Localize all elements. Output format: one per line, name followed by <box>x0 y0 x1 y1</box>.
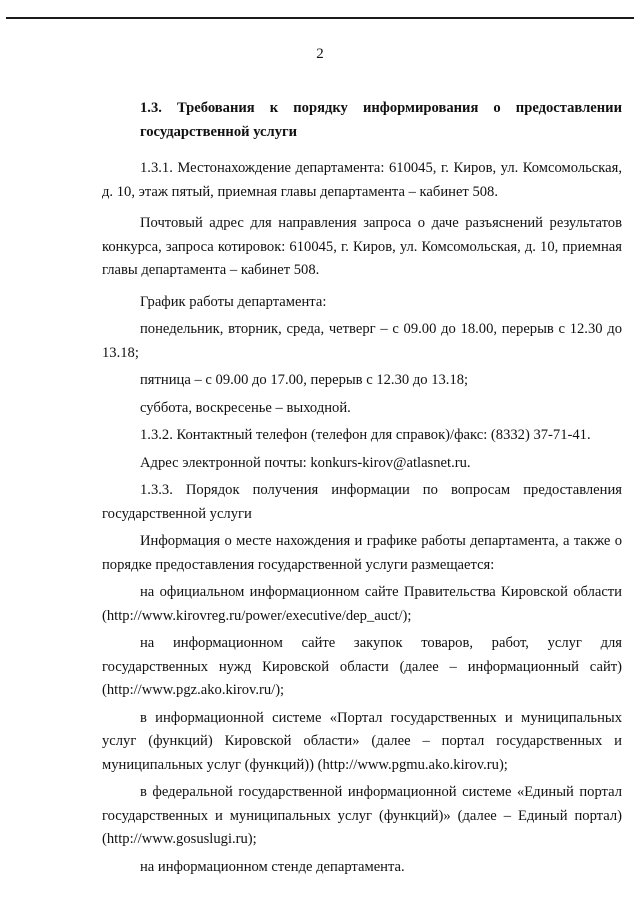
paragraph-location: 1.3.1. Местонахождение департамента: 610045, г. Киров, ул. Комсомольская, д. 10, этаж пятый, приемная главы департамента – кабинет 508. <box>102 160 622 200</box>
paragraph-schedule-title: График работы департамента: <box>140 293 327 310</box>
paragraph-schedule-mon-thu: понедельник, вторник, среда, четверг – с 09.00 до 18.00, перерыв с 12.30 до 13.18; <box>102 321 622 361</box>
top-rule <box>6 17 634 19</box>
paragraph-schedule-weekend: суббота, воскресенье – выходной. <box>140 399 351 416</box>
page-number: 2 <box>316 46 324 62</box>
paragraph-official-site: на официальном информационном сайте Правительства Кировской области (http://www.kirovreg.ru/power/executive/dep_auct/); <box>102 584 622 624</box>
paragraph-federal-portal: в федеральной государственной информационной системе «Единый портал государственных и муниципальных услуг (функций)» (далее – Единый портал) (http://www.gosuslugi.ru); <box>102 784 622 847</box>
section-heading: 1.3. Требования к порядку информирования о предоставлении государственной услуги <box>140 100 622 140</box>
paragraph-email: Адрес электронной почты: konkurs-kirov@atlasnet.ru. <box>140 454 471 471</box>
paragraph-info-placement: Информация о месте нахождения и графике работы департамента, а также о порядке предоставления государственной услуги размещается: <box>102 533 622 573</box>
paragraph-info-procedure: 1.3.3. Порядок получения информации по вопросам предоставления государственной услуги <box>102 482 622 522</box>
paragraph-info-stand: на информационном стенде департамента. <box>140 858 405 875</box>
paragraph-procurement-site: на информационном сайте закупок товаров, работ, услуг для государственных нужд Кировской области (далее – информационный сайт) (http://www.pgz.ako.kirov.ru/); <box>102 635 622 698</box>
paragraph-postal-address: Почтовый адрес для направления запроса о даче разъяснений результатов конкурса, запроса котировок: 610045, г. Киров, ул. Комсомольская, д. 10, приемная главы департамента – кабинет 508. <box>102 215 622 278</box>
paragraph-regional-portal: в информационной системе «Портал государственных и муниципальных услуг (функций) Кировской области» (далее – портал государственных и муниципальных услуг (функций)) (http://www.pgmu.ako.kirov.ru); <box>102 709 622 773</box>
paragraph-phone: 1.3.2. Контактный телефон (телефон для справок)/факс: (8332) 37-71-41. <box>140 427 591 443</box>
document-body <box>102 97 622 879</box>
paragraph-schedule-fri: пятница – с 09.00 до 17.00, перерыв с 12.30 до 13.18; <box>140 372 469 388</box>
